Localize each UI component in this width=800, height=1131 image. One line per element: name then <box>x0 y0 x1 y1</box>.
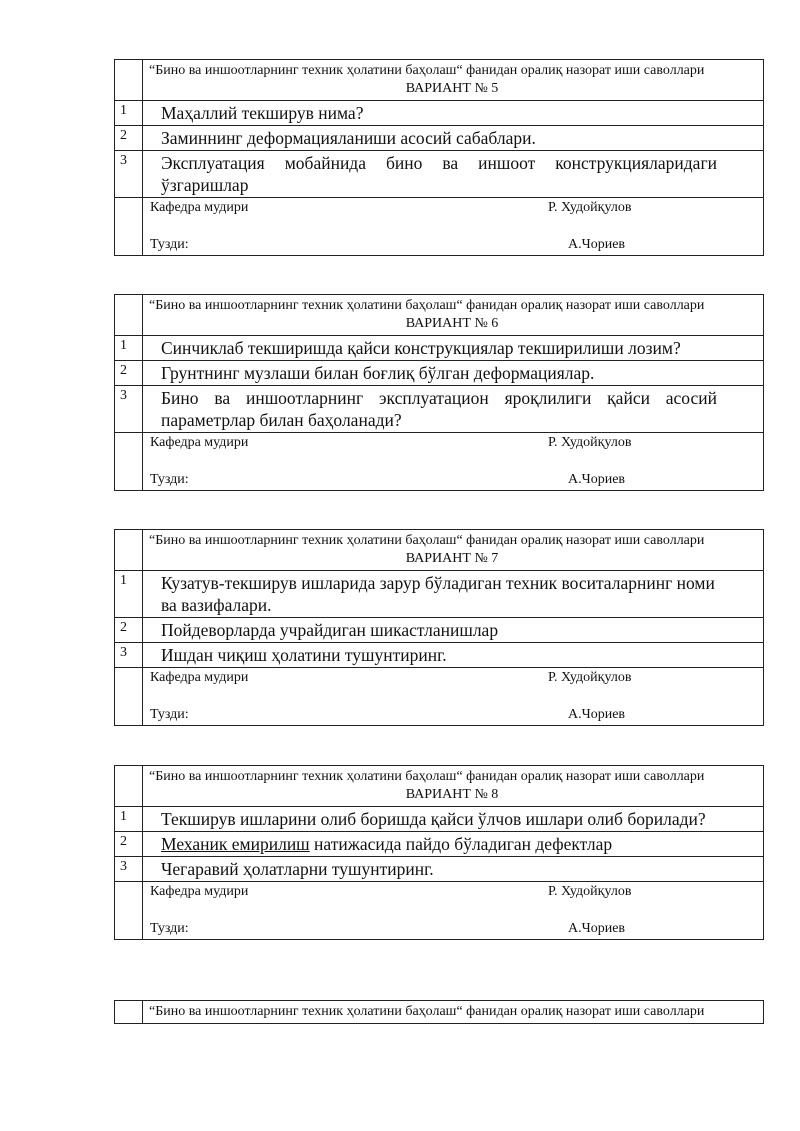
variant-header <box>143 295 764 336</box>
variant-header <box>143 766 764 807</box>
variant-card-8 <box>114 765 764 940</box>
head-name: Р. Худойқулов <box>548 670 632 685</box>
author-label: Тузди: <box>150 472 189 487</box>
author-label: Тузди: <box>150 237 189 252</box>
question-text: Маҳаллий текширув нима? <box>143 101 764 126</box>
head-label: Кафедра мудири <box>150 200 249 215</box>
variant-header <box>143 530 764 571</box>
header-num-cell <box>115 766 143 807</box>
variant-title: ВАРИАНТ № 7 <box>405 551 499 566</box>
author-name: А.Чориев <box>568 237 626 252</box>
head-name: Р. Худойқулов <box>548 200 632 215</box>
question-text: Грунтнинг музлаши билан боғлиқ бўлган деформациялар. <box>143 361 764 386</box>
signature-num-cell <box>115 668 143 726</box>
head-label: Кафедра мудири <box>150 435 249 450</box>
head-label: Кафедра мудири <box>150 884 249 899</box>
signature-num-cell <box>115 882 143 940</box>
question-number: 3 <box>115 386 143 433</box>
question-number: 2 <box>115 618 143 643</box>
question-text: Синчиклаб текширишда қайси конструкциялар текширилиши лозим? <box>143 336 764 361</box>
signature-block <box>143 882 764 940</box>
signature-num-cell <box>115 433 143 491</box>
question-number: 2 <box>115 126 143 151</box>
question-number: 3 <box>115 857 143 882</box>
author-name: А.Чориев <box>568 707 626 722</box>
header-num-cell <box>115 295 143 336</box>
question-number: 3 <box>115 643 143 668</box>
question-text: Эксплуатация мобайнида бино ва иншоот конструкцияларидаги ўзгаришлар <box>143 151 764 198</box>
variant-title: ВАРИАНТ № 6 <box>405 316 499 331</box>
question-text <box>143 832 764 857</box>
head-name: Р. Худойқулов <box>548 884 632 899</box>
author-name: А.Чориев <box>568 472 626 487</box>
question-number: 3 <box>115 151 143 198</box>
variant-title: ВАРИАНТ № 8 <box>405 787 499 802</box>
question-number: 1 <box>115 807 143 832</box>
header-num-cell <box>115 60 143 101</box>
head-name: Р. Худойқулов <box>548 435 632 450</box>
course-title: “Бино ва иншоотларнинг техник ҳолатини баҳолаш“ фанидан оралиқ назорат иши саволлари <box>149 63 705 78</box>
question-text: Чегаравий ҳолатларни тушунтиринг. <box>143 857 764 882</box>
question-text: Заминнинг деформацияланиши асосий сабаблари. <box>143 126 764 151</box>
variant-card-7 <box>114 529 764 726</box>
question-text: Бино ва иншоотларнинг эксплуатацион яроқлилиги қайси асосий параметрлар билан баҳоланади? <box>143 386 764 433</box>
head-label: Кафедра мудири <box>150 670 249 685</box>
variant-header <box>143 1001 764 1024</box>
course-title: “Бино ва иншоотларнинг техник ҳолатини баҳолаш“ фанидан оралиқ назорат иши саволлари <box>149 1004 705 1019</box>
course-title: “Бино ва иншоотларнинг техник ҳолатини баҳолаш“ фанидан оралиқ назорат иши саволлари <box>149 533 705 548</box>
question-text: Текширув ишларини олиб боришда қайси ўлчов ишлари олиб борилади? <box>143 807 764 832</box>
question-text: Ишдан чиқиш ҳолатини тушунтиринг. <box>143 643 764 668</box>
signature-block <box>143 433 764 491</box>
underlined-term: Механик емирилиш <box>161 834 310 854</box>
signature-num-cell <box>115 198 143 256</box>
variant-header <box>143 60 764 101</box>
course-title: “Бино ва иншоотларнинг техник ҳолатини баҳолаш“ фанидан оралиқ назорат иши саволлари <box>149 298 705 313</box>
question-text: Кузатув-текширув ишларида зарур бўладиган техник воситаларнинг номи ва вазифалари. <box>143 571 764 618</box>
question-text: Пойдеворларда учрайдиган шикастланишлар <box>143 618 764 643</box>
question-number: 1 <box>115 101 143 126</box>
author-label: Тузди: <box>150 707 189 722</box>
variant-title: ВАРИАНТ № 5 <box>405 81 499 96</box>
variant-card-6 <box>114 294 764 491</box>
signature-block <box>143 668 764 726</box>
variant-card-9 <box>114 1000 764 1024</box>
header-num-cell <box>115 530 143 571</box>
question-text-rest: натижасида пайдо бўладиган дефектлар <box>309 834 613 854</box>
header-num-cell <box>115 1001 143 1024</box>
question-number: 2 <box>115 361 143 386</box>
author-name: А.Чориев <box>568 921 626 936</box>
signature-block <box>143 198 764 256</box>
question-number: 1 <box>115 336 143 361</box>
variant-card-5 <box>114 59 764 256</box>
question-number: 2 <box>115 832 143 857</box>
question-number: 1 <box>115 571 143 618</box>
author-label: Тузди: <box>150 921 189 936</box>
course-title: “Бино ва иншоотларнинг техник ҳолатини баҳолаш“ фанидан оралиқ назорат иши саволлари <box>149 769 705 784</box>
